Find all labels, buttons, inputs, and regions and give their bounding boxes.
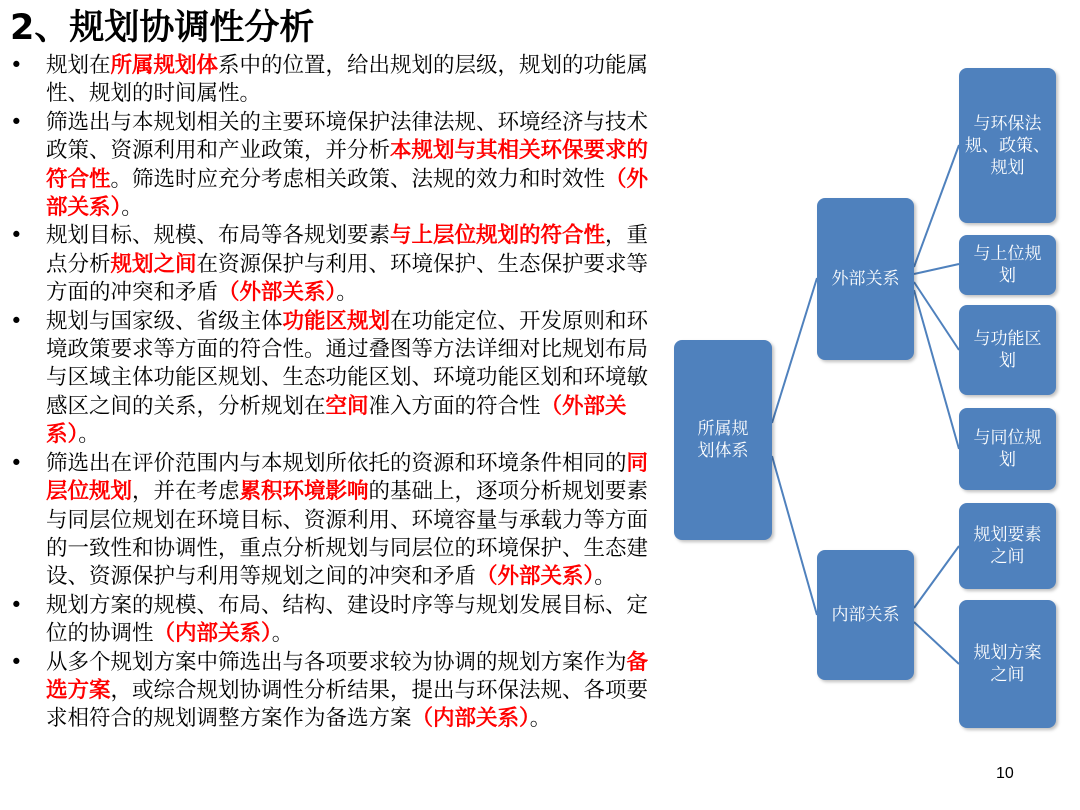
- connector-internal-child-2: [914, 622, 959, 664]
- bullet-text: 。: [121, 195, 143, 221]
- highlight-text: 备选方案: [46, 649, 649, 703]
- bullet-text: 规划在: [46, 53, 111, 78]
- node-external-child-3: 与功能区划: [959, 305, 1056, 395]
- highlight-text: 所属规划体: [110, 53, 219, 78]
- bullet-text: 。: [271, 621, 294, 647]
- highlight-text: （外部关系）: [476, 564, 595, 590]
- node-internal: 内部关系: [817, 550, 914, 680]
- connector-external-child-4: [914, 290, 959, 449]
- bullet-text: 系中的位置，给出规划的层级，规划的功能属性、规划的时间属性。: [46, 53, 649, 107]
- bullet-text: 筛选出与本规划相关的主要环境保护法律法规、环境经济与技术政策、资源利用和产业政策，并分析: [46, 109, 649, 164]
- highlight-text: （内部关系）: [411, 706, 530, 732]
- connector-internal-child-1: [914, 546, 959, 608]
- bullet-text: 筛选出在评价范围内与本规划所依托的资源和环境条件相同的: [46, 450, 627, 476]
- bullet-text: 的基础上，逐项分析规划要素与同层位规划在环境目标、资源利用、环境容量与承载力等方面的一致性和协调性，重点分析规划与同层位的环境保护、生态建设、资源保护与利用等规划之间的冲突和矛盾: [46, 479, 649, 590]
- bullet-text: 。筛选时应充分考虑相关政策、法规的效力和时效性: [110, 166, 606, 192]
- bullet-text: 。: [529, 706, 552, 732]
- connector-external-child-1: [914, 145, 959, 267]
- node-internal-child-2: 规划方案之间: [959, 600, 1056, 728]
- bullet-text: 在资源保护与利用、环境保护、生态保护要求等方面的冲突和矛盾: [46, 251, 649, 306]
- highlight-text: 累积环境影响: [239, 479, 369, 505]
- highlight-text: （内部关系）: [153, 621, 272, 647]
- bullet-text: 准入方面的符合性: [368, 393, 541, 419]
- highlight-text: （外部关系）: [218, 280, 337, 306]
- node-external-child-1: 与环保法规、政策、规划: [959, 68, 1056, 223]
- bullet-text: ，重点分析: [46, 223, 649, 277]
- highlight-text: 功能区规划: [282, 308, 391, 334]
- highlight-text: 同层位规划: [46, 450, 649, 505]
- highlight-text: （外部关系）: [46, 166, 649, 221]
- slide-title: 2、规划协调性分析: [10, 8, 315, 48]
- node-root: 所属规划体系: [674, 340, 772, 540]
- bullet-text: 。: [594, 564, 616, 590]
- bullet-text: 从多个规划方案中筛选出与各项要求较为协调的规划方案作为: [46, 649, 627, 675]
- bullet-text: 规划与国家级、省级主体: [46, 308, 283, 334]
- bullet-text: 规划方案的规模、布局、结构、建设时序等与规划发展目标、定位的协调性: [46, 592, 649, 647]
- bullet-text: ，并在考虑: [132, 479, 240, 505]
- bullet-text: 规划目标、规模、布局等各规划要素: [46, 223, 391, 249]
- node-external-child-2: 与上位规划: [959, 235, 1056, 295]
- highlight-text: （外部关系）: [46, 393, 627, 448]
- node-external-child-4: 与同位规划: [959, 408, 1056, 490]
- highlight-text: 与上层位规划的符合性: [390, 223, 606, 249]
- highlight-text: 空间: [325, 393, 369, 419]
- node-external: 外部关系: [817, 198, 914, 360]
- bullet-text: 在功能定位、开发原则和环境政策要求等方面的符合性。通过叠图等方法详细对比规划布局与区域主体功能区规划、生态功能区划、环境功能区划和环境敏感区之间的关系，分析规划在: [46, 308, 649, 419]
- highlight-text: 规划之间: [110, 251, 197, 277]
- page-number: 10: [996, 765, 1014, 782]
- connector-root-internal: [772, 456, 817, 615]
- connector-root-external: [772, 278, 817, 423]
- bullet-text: 。: [78, 422, 100, 448]
- bullet-text: ，或综合规划协调性分析结果，提出与环保法规、各项要求相符合的规划调整方案作为备选方案: [46, 677, 649, 732]
- node-internal-child-1: 规划要素之间: [959, 503, 1056, 589]
- highlight-text: 本规划与其相关环保要求的符合性: [46, 138, 649, 192]
- connector-external-child-2: [914, 264, 959, 274]
- bullet-text: 。: [336, 280, 358, 306]
